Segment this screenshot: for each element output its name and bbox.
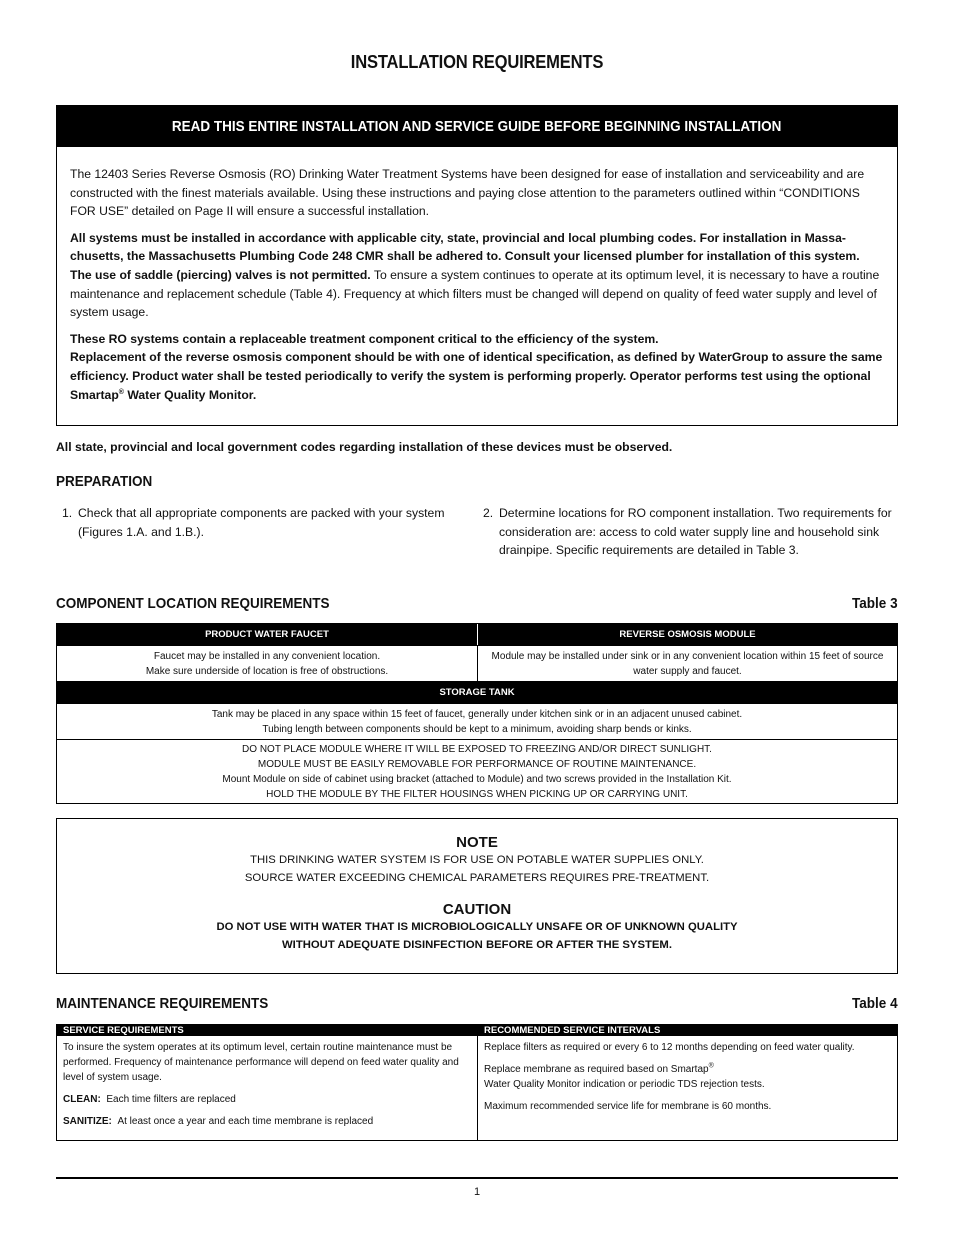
table-row (57, 1036, 897, 1140)
read-guide-box (56, 105, 898, 426)
clean-line (63, 1092, 471, 1107)
module-cell (477, 646, 897, 681)
table-row (57, 645, 897, 681)
tank-header: STORAGE TANK (57, 682, 897, 703)
interval-filters: Replace filters as required or every 6 to 12 months depending on feed water quality. (484, 1042, 855, 1053)
table-3-label: Table 3 (852, 595, 898, 612)
interval-membrane (484, 1062, 891, 1092)
maintenance-table (56, 1024, 898, 1141)
replacement-line-1: These RO systems contain a replaceable treatment component critical to the efficiency of the system. (70, 331, 659, 346)
replacement-line-end: Water Quality Monitor. (123, 387, 257, 402)
preparation-item-text: Determine locations for RO component installation. Two requirements for consideration are: access to cold water supply line and household sink drainpipe. Specific requirements are detailed in Table 3. (499, 506, 892, 558)
preparation-item-1 (62, 504, 462, 541)
caution-line-2: WITHOUT ADEQUATE DISINFECTION BEFORE OR AFTER THE SYSTEM. (282, 939, 672, 951)
note-title: NOTE (456, 834, 498, 851)
page-number: 1 (473, 1186, 481, 1198)
service-requirements-cell (57, 1036, 477, 1140)
service-text: To insure the system operates at its optimum level, certain routine maintenance must be performed. Frequency of maintenance performance will depend on feed water quality and level of system usage. (63, 1042, 459, 1083)
module-text: Module may be installed under sink or in any convenient location within 15 feet of source water supply and faucet. (491, 650, 884, 677)
service-requirements-header: SERVICE REQUIREMENTS (63, 1025, 184, 1036)
warning-line-1: DO NOT PLACE MODULE WHERE IT WILL BE EXPOSED TO FREEZING AND/OR DIRECT SUNLIGHT. (242, 743, 712, 755)
read-guide-header-text: READ THIS ENTIRE INSTALLATION AND SERVICE GUIDE BEFORE BEGINNING INSTALLATION (172, 118, 782, 135)
caution-line-1: DO NOT USE WITH WATER THAT IS MICROBIOLOGICALLY UNSAFE OR OF UNKNOWN QUALITY (216, 921, 738, 933)
codes-paragraph (70, 229, 884, 322)
component-location-table (56, 623, 898, 804)
service-intervals-header: RECOMMENDED SERVICE INTERVALS (484, 1025, 661, 1036)
preparation-item-text: Check that all appropriate components are packed with your system (Figures 1.A. and 1.B.). (78, 506, 445, 539)
footer-rule (56, 1177, 898, 1179)
table-row (57, 681, 897, 703)
intro-paragraph: The 12403 Series Reverse Osmosis (RO) Drinking Water Treatment Systems have been designed for ease of installation and serviceability and are constructed with the finest materials available. Using these instructions and paying close attention to the parameters outlined within “CONDITIONS FOR USE” detailed on Page II will ensure a successful installation. (70, 167, 865, 219)
note-line-1: THIS DRINKING WATER SYSTEM IS FOR USE ON POTABLE WATER SUPPLIES ONLY. (250, 854, 704, 866)
tank-cell (57, 704, 897, 739)
preparation-item-2 (483, 504, 893, 560)
interval-membrane-line-1: Replace membrane as required based on Smartap (484, 1064, 709, 1075)
codes-rest-text: To ensure a system continues to operate at its optimum level, it is necessary to have a routine maintenance and replacement schedule (Table 4). Frequency at which filters must be changed will depend on quality of feed water supply and level of system usage. (70, 267, 880, 320)
sanitize-line (63, 1114, 471, 1129)
replacement-paragraph (70, 330, 884, 404)
table-4-label: Table 4 (852, 995, 898, 1012)
module-warnings-cell (57, 740, 897, 803)
faucet-line-2: Make sure underside of location is free of obstructions. (145, 665, 389, 677)
preparation-item-number: 2. (483, 506, 494, 520)
table-row (57, 1025, 897, 1036)
service-intervals-cell (477, 1036, 897, 1140)
faucet-line-1: Faucet may be installed in any convenient location. (153, 650, 381, 662)
replacement-line-2: Replacement of the reverse osmosis component should be with one of identical specification, as defined by WaterGroup to assure the same efficiency. Product water shall be tested periodically to verify the system is performing properly. Operator performs test using the optional Smartap (70, 350, 883, 402)
warning-line-3: Mount Module on side of cabinet using bracket (attached to Module) and two screws provided in the Installation Kit. (222, 773, 732, 785)
faucet-header: PRODUCT WATER FAUCET (57, 624, 477, 645)
preparation-title: PREPARATION (56, 473, 153, 490)
caution-title: CAUTION (442, 901, 512, 918)
interval-membrane-line-2: Water Quality Monitor indication or periodic TDS rejection tests. (484, 1079, 765, 1090)
warning-line-4: HOLD THE MODULE BY THE FILTER HOUSINGS WHEN PICKING UP OR CARRYING UNIT. (266, 788, 688, 800)
read-guide-header (57, 106, 897, 147)
codes-bold-text: All systems must be installed in accordance with applicable city, state, provincial and local plumbing codes. For installation in Massachusetts, the Massachusetts Plumbing Code 248 CMR shall be adhered to. Consult your licensed plumber for installation of this system. The use of saddle (piercing) valves is not permitted. (70, 230, 860, 282)
government-codes-note: All state, provincial and local government codes regarding installation of these devices must be observed. (56, 440, 673, 454)
registered-mark: ® (118, 388, 124, 396)
note-line-2: SOURCE WATER EXCEEDING CHEMICAL PARAMETERS REQUIRES PRE-TREATMENT. (244, 872, 710, 884)
read-guide-body (57, 147, 897, 404)
table-row (57, 624, 897, 645)
clean-text: Each time filters are replaced (106, 1094, 236, 1105)
module-header: REVERSE OSMOSIS MODULE (477, 624, 897, 645)
preparation-item-number: 1. (62, 506, 73, 520)
page-title: INSTALLATION REQUIREMENTS (350, 52, 604, 72)
interval-service-life: Maximum recommended service life for membrane is 60 months. (484, 1101, 772, 1112)
tank-line-1: Tank may be placed in any space within 15 feet of faucet, generally under kitchen sink or in an adjacent unused cabinet. (211, 708, 743, 720)
table-row (57, 703, 897, 739)
faucet-cell (57, 646, 477, 681)
registered-mark: ® (708, 1062, 714, 1070)
sanitize-text: At least once a year and each time membrane is replaced (117, 1116, 374, 1127)
clean-label: CLEAN: (63, 1094, 101, 1105)
maintenance-title: MAINTENANCE REQUIREMENTS (56, 995, 269, 1012)
note-caution-box (56, 818, 898, 974)
warning-line-2: MODULE MUST BE EASILY REMOVABLE FOR PERFORMANCE OF ROUTINE MAINTENANCE. (257, 758, 697, 770)
component-location-title: COMPONENT LOCATION REQUIREMENTS (56, 595, 330, 612)
tank-line-2: Tubing length between components should be kept to a minimum, avoiding sharp bends or kinks. (262, 723, 692, 735)
table-row (57, 739, 897, 803)
sanitize-label: SANITIZE: (63, 1116, 112, 1127)
